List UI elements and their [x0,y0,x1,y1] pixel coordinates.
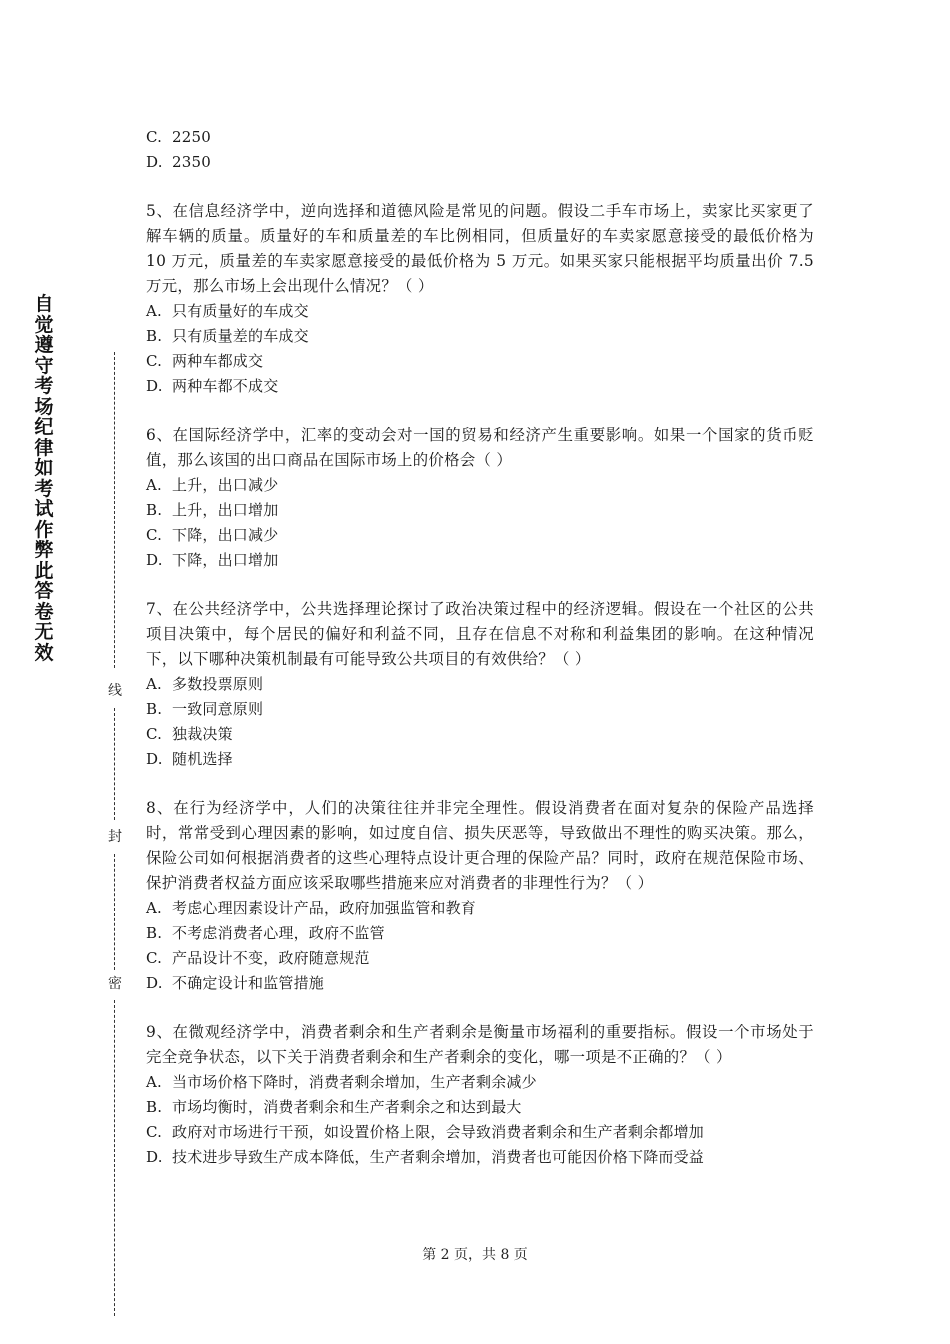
binding-dashed-line [114,1000,115,1316]
option-text: 只有质量好的车成交 [172,302,309,320]
option-label: C. [146,128,163,146]
question-9-stem: 9、在微观经济学中，消费者剩余和生产者剩余是衡量市场福利的重要指标。假设一个市场处于完全竞争状态，以下关于消费者剩余和生产者剩余的变化，哪一项是不正确的？（ ） [146,1023,814,1066]
option-label: B. [146,501,163,519]
binding-dashed-line [114,352,115,668]
option-label: A. [146,675,163,693]
option-text: 上升，出口减少 [172,476,279,494]
question-8-option-b[interactable] [146,921,385,946]
option-text: 只有质量差的车成交 [172,327,309,345]
option-text: 上升，出口增加 [172,501,279,519]
binding-dashed-line [114,854,115,970]
option-label: D. [146,153,163,171]
option-text: 下降，出口增加 [172,551,279,569]
option-label: C. [146,725,163,743]
option-text: 当市场价格下降时，消费者剩余增加，生产者剩余减少 [172,1073,537,1091]
question-5-stem: 5、在信息经济学中，逆向选择和道德风险是常见的问题。假设二手车市场上，卖家比买家更了解车辆的质量。质量好的车和质量差的车比例相同，但质量好的车卖家愿意接受的最低价格为 10 万元，质量差的车卖家愿意接受的最低价格为 5 万元。如果买家只能根据平均质量出价 7.5 万元，那么市场上会出现什么情况？（ ） [146,202,814,295]
option-text: 独裁决策 [172,725,233,743]
option-label: A. [146,899,163,917]
question-7-option-b[interactable] [146,697,263,722]
option-text: 不确定设计和监管措施 [172,974,325,992]
option-text: 政府对市场进行干预，如设置价格上限，会导致消费者剩余和生产者剩余都增加 [172,1123,705,1141]
option-text: 两种车都成交 [172,352,264,370]
option-label: B. [146,924,163,942]
question-5-option-d[interactable] [146,374,278,399]
option-label: B. [146,700,163,718]
option-label: D. [146,377,163,395]
question-9-option-c[interactable] [146,1120,704,1145]
option-label: C. [146,949,163,967]
option-label: A. [146,1073,163,1091]
option-text: 多数投票原则 [172,675,264,693]
binding-mark-xian: 线 [108,683,122,699]
option-text: 一致同意原则 [172,700,264,718]
page-number-footer: 第 2 页，共 8 页 [422,1247,528,1263]
option-label: D. [146,551,163,569]
exam-discipline-warning: 自觉遵守考场纪律如考试作弊此答卷无效 [34,293,54,664]
option-text: 随机选择 [172,750,233,768]
question-6-option-d[interactable] [146,548,278,573]
option-label: C. [146,1123,163,1141]
question-5-option-b[interactable] [146,324,309,349]
option-text: 2350 [172,153,211,171]
option-label: D. [146,974,163,992]
option-text: 不考虑消费者心理，政府不监管 [172,924,385,942]
binding-mark-feng: 封 [108,829,122,845]
question-6-option-c[interactable] [146,523,278,548]
question-7-stem: 7、在公共经济学中，公共选择理论探讨了政治决策过程中的经济逻辑。假设在一个社区的公共项目决策中，每个居民的偏好和利益不同，且存在信息不对称和利益集团的影响。在这种情况下，以下哪种决策机制最有可能导致公共项目的有效供给？（ ） [146,600,814,668]
question-9-option-d[interactable] [146,1145,704,1170]
binding-dashed-line [114,708,115,820]
question-8-option-d[interactable] [146,971,324,996]
option-text: 下降，出口减少 [172,526,279,544]
question-6-option-a[interactable] [146,473,278,498]
question-5-option-a[interactable] [146,299,309,324]
question-6-option-b[interactable] [146,498,278,523]
question-8-option-a[interactable] [146,896,476,921]
option-label: D. [146,750,163,768]
question-8-option-c[interactable] [146,946,370,971]
option-c[interactable] [146,125,211,150]
option-d[interactable] [146,150,211,175]
option-text: 技术进步导致生产成本降低，生产者剩余增加，消费者也可能因价格下降而受益 [172,1148,705,1166]
question-8-stem: 8、在行为经济学中，人们的决策往往并非完全理性。假设消费者在面对复杂的保险产品选择时，常常受到心理因素的影响，如过度自信、损失厌恶等，导致做出不理性的购买决策。那么，保险公司如何根据消费者的这些心理特点设计更合理的保险产品？同时，政府在规范保险市场、保护消费者权益方面应该采取哪些措施来应对消费者的非理性行为？（ ） [146,799,814,892]
question-5-option-c[interactable] [146,349,263,374]
option-label: D. [146,1148,163,1166]
option-text: 考虑心理因素设计产品，政府加强监管和教育 [172,899,477,917]
option-text: 两种车都不成交 [172,377,279,395]
option-label: C. [146,526,163,544]
question-6-stem: 6、在国际经济学中，汇率的变动会对一国的贸易和经济产生重要影响。如果一个国家的货币贬值，那么该国的出口商品在国际市场上的价格会（ ） [146,426,814,469]
option-label: C. [146,352,163,370]
question-7-option-a[interactable] [146,672,263,697]
binding-mark-mi: 密 [108,976,122,992]
option-text: 产品设计不变，政府随意规范 [172,949,370,967]
option-label: B. [146,1098,163,1116]
option-text: 市场均衡时，消费者剩余和生产者剩余之和达到最大 [172,1098,522,1116]
option-label: A. [146,302,163,320]
question-9-option-a[interactable] [146,1070,537,1095]
question-9-option-b[interactable] [146,1095,522,1120]
option-label: A. [146,476,163,494]
option-text: 2250 [172,128,211,146]
question-7-option-c[interactable] [146,722,233,747]
question-7-option-d[interactable] [146,747,233,772]
option-label: B. [146,327,163,345]
